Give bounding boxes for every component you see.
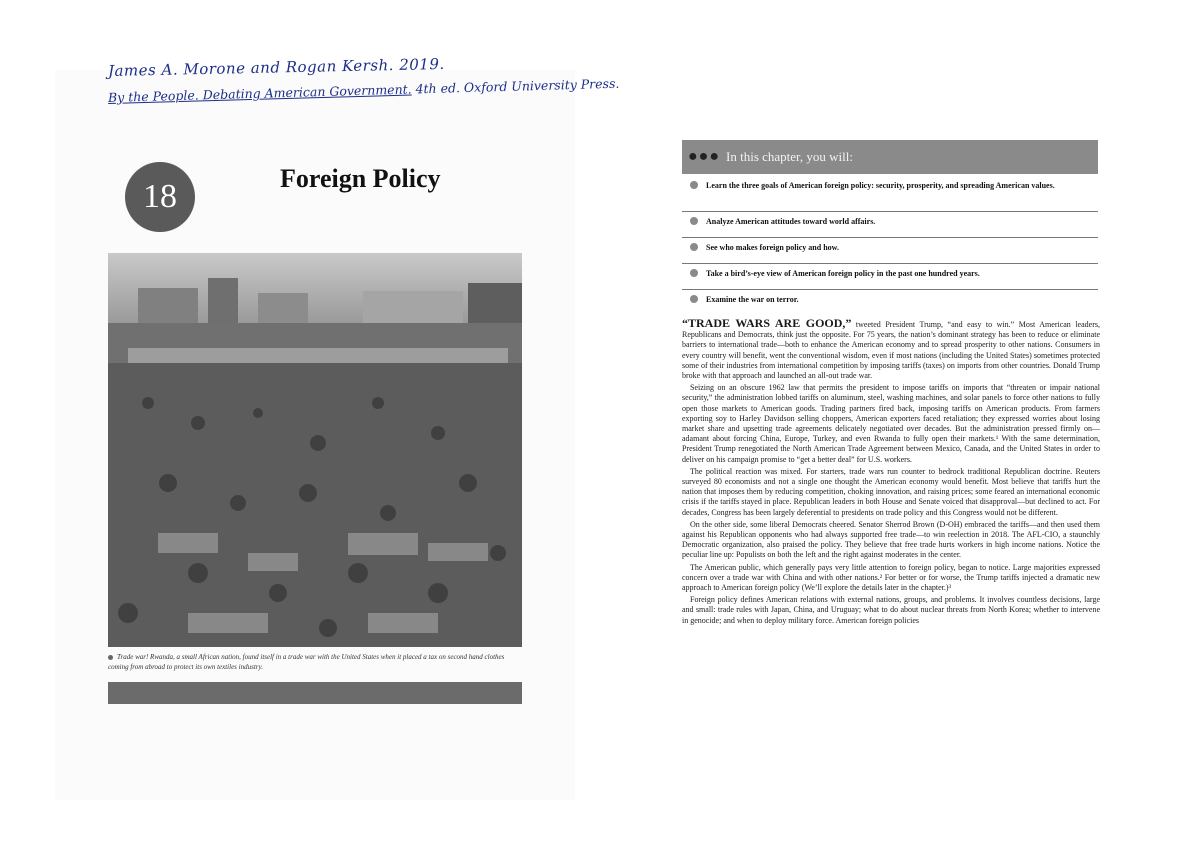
market-photo-illustration (108, 253, 522, 647)
citation-title (107, 75, 620, 105)
page-footer-bar (108, 682, 522, 704)
paragraph (682, 318, 1100, 381)
bullet-icon (690, 243, 698, 251)
chapter-body-text (682, 318, 1100, 628)
chapter-number-badge: 18 (125, 162, 195, 232)
bullet-icon (690, 217, 698, 225)
objective-text: Take a bird’s-eye view of American foreign policy in the past one hundred years. (706, 269, 980, 278)
chapter-title: Foreign Policy (280, 164, 441, 193)
objective-text: See who makes foreign policy and how. (706, 243, 839, 252)
objectives-header (682, 140, 1098, 174)
objective-text: Learn the three goals of American foreign policy: security, prosperity, and spreading American values. (706, 181, 1055, 190)
bullet-icon (690, 269, 698, 277)
bullet-icon (690, 181, 698, 189)
bullet-icon (690, 295, 698, 303)
paragraph: The political reaction was mixed. For starters, trade wars run counter to bedrock traditional Republican doctrine. Reuters surveyed 80 economists and not a single one thought the American economy would benefit. Most believe that tariffs hurt the nation that imposes them by reducing competition, choking innovation, and raising prices; some feared an international economic crisis if the tariffs stayed in place. Republican leaders in both House and Senate voiced that disapproval—but declined to act. For decades, Congress has been largely deferential to presidents on trade policy and this Congress would not be different. (682, 466, 1100, 517)
caption-bullet-icon (108, 655, 113, 660)
objective-item (682, 264, 1098, 290)
citation-authors: James A. Morone and Rogan Kersh. 2019. (107, 54, 445, 80)
paragraph: On the other side, some liberal Democrats cheered. Senator Sherrod Brown (D-OH) embraced the tariffs—and then used them against his Republican opponents who had always supported free trade—to win reelection in 2018. The AFL-CIO, a staunchly Democratic organization, also praised the policy. They believe that free trade hurts workers in high income nations. Notice the peculiar line up: Populists on both the left and the right against moderates in the center. (682, 519, 1100, 560)
objective-item (682, 238, 1098, 264)
market-photo (108, 253, 522, 647)
photo-caption-text: Trade war! Rwanda, a small African nation, found itself in a trade war with the United States when it placed a tax on second hand clothes coming from abroad to protect its own textiles industry. (108, 653, 505, 671)
paragraph-text: tweeted President Trump, “and easy to win.” Most American leaders, Republicans and Democrats, think just the opposite. For 75 years, the nation’s dominant strategy has been to reduce or eliminate barriers to international trade—both to enhance the American economy and to spread prosperity to other nations. Consumers in every country will benefit, went the conventional wisdom, even if most nations (including the United States) sometimes protected some of their industries from international competition by imposing tariffs (taxes) on imports from other countries. Donald Trump broke with that approach and launched an all-out trade war. (682, 320, 1100, 381)
objectives-title: In this chapter, you will: (726, 149, 853, 164)
objective-item (682, 290, 1098, 312)
objective-item (682, 176, 1098, 212)
objective-item (682, 212, 1098, 238)
photo-caption (108, 652, 522, 672)
handwritten-citation (107, 54, 620, 105)
citation-book-title: By the People. Debating American Government. (107, 81, 412, 105)
objective-text: Analyze American attitudes toward world affairs. (706, 217, 876, 226)
lead-quote: “TRADE WARS ARE GOOD,” (682, 316, 852, 330)
paragraph: Foreign policy defines American relations with external nations, groups, and problems. It involves countless decisions, large and small: trade rules with Japan, China, and Uruguay; what to do about nuclear threats from North Korea; whether to intervene in genocide; and when to deploy military force. American foreign policies (682, 595, 1100, 625)
objective-text: Examine the war on terror. (706, 295, 799, 304)
citation-edition: 4th ed. Oxford University Press. (411, 75, 620, 97)
objectives-list (682, 176, 1098, 312)
paragraph: Seizing on an obscure 1962 law that permits the president to impose tariffs on imports that “threaten or impair national security,” the administration lobbed tariffs on aluminum, steel, washing machines, and solar panels to force other nations to fully open those markets to American goods. Trading partners fired back, imposing tariffs on American products. From farmers exporting soy to Harley Davidson selling choppers, American exporters faced retaliation; they expressed worries about losing market share and upsetting trade agreements delicately negotiated over decades. But the administration pressed firmly on—adamant about forcing China, Europe, Turkey, and even Rwanda to fully open their markets.¹ With the same determination, President Trump renegotiated the North American Trade Agreement between Mexico, Canada, and the United States in order to deliver on his campaign promise to “get a better deal” for U.S. workers. (682, 383, 1100, 464)
paragraph: The American public, which generally pays very little attention to foreign policy, began to notice. Large majorities expressed concern over a trade war with China and with other nations.² For better or for worse, the Trump tariffs injected a dramatic new approach to American foreign policy (We’ll explore the details later in the chapter.)³ (682, 562, 1100, 593)
people-icon: ● ● ● (688, 148, 720, 165)
